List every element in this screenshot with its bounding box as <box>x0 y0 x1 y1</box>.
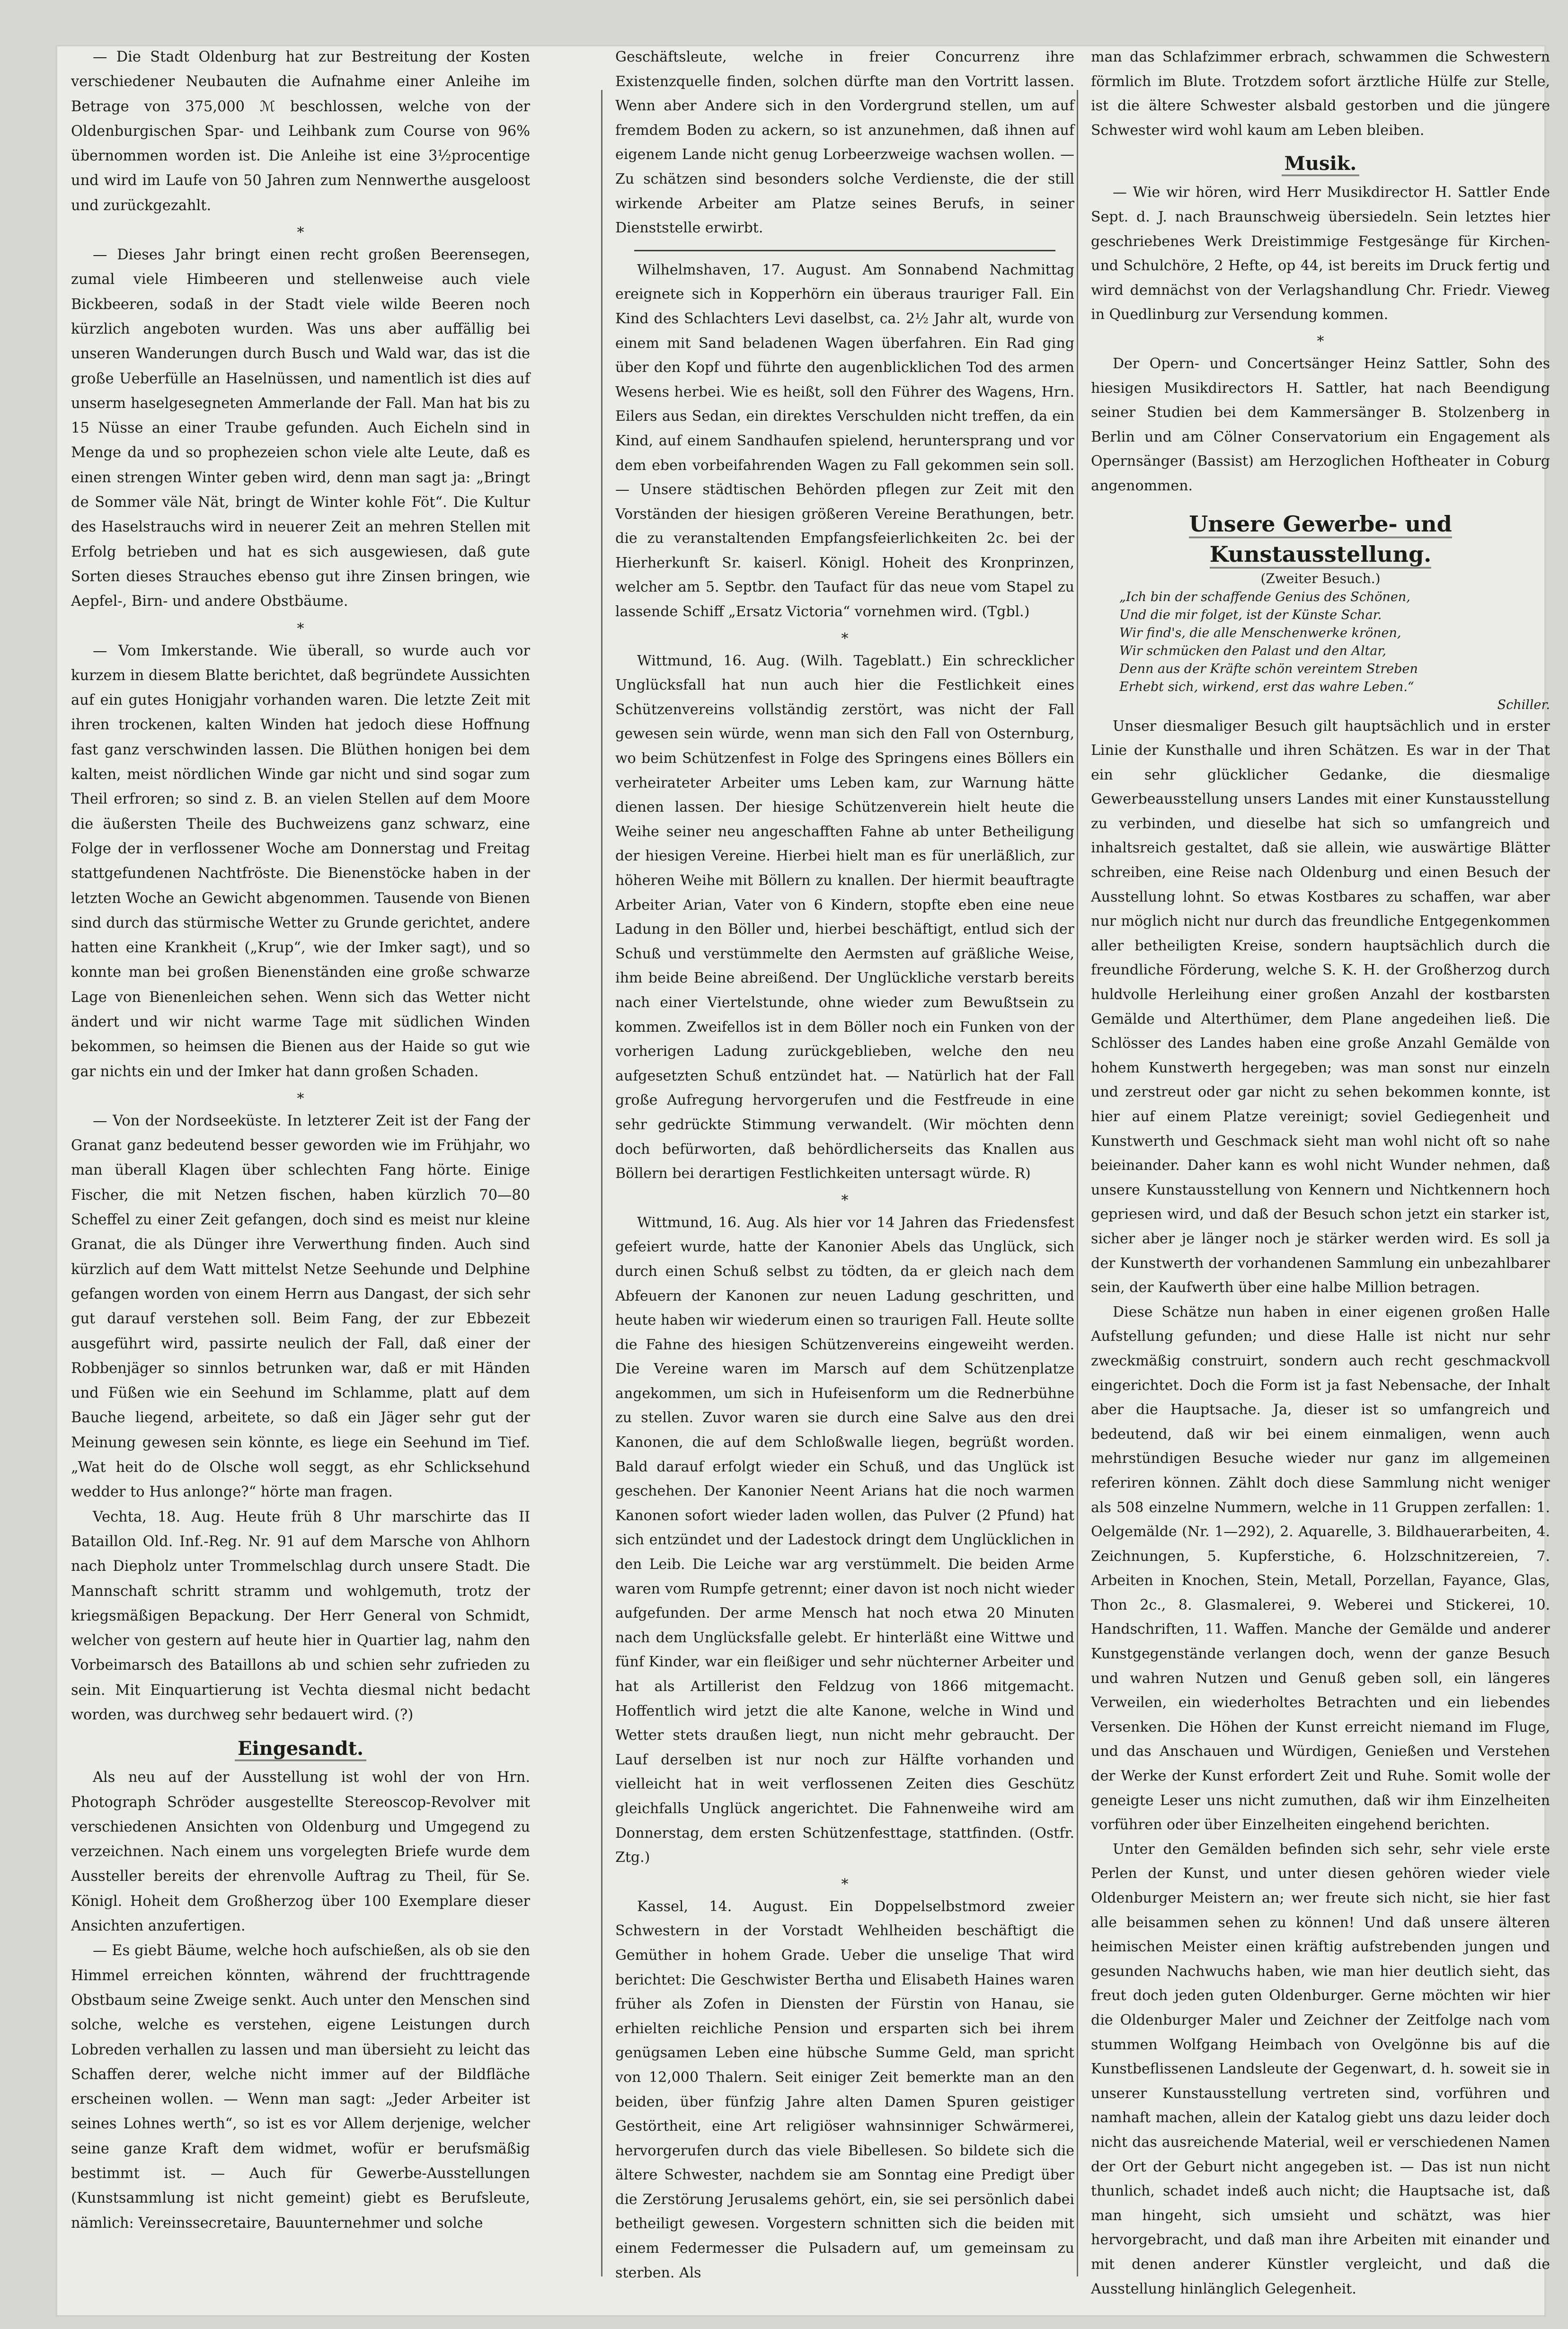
column-rule <box>601 90 602 2276</box>
column-middle <box>615 45 1074 2285</box>
feature-heading-text: Unsere Gewerbe- und Kunstausstellung. <box>1189 511 1452 568</box>
article-paragraph: — Die Stadt Oldenburg hat zur Bestreitung der Kosten verschiedener Neubauten die Aufnahme einer Anleihe im Betrage von 375,000 ℳ beschlossen, welche von der Oldenburgischen Spar- und Leihbank zum Course von 96% übernommen worden ist. Die Anleihe ist eine 3½procentige und wird im Laufe von 50 Jahren zum Nennwerthe ausgeloost und zurückgezahlt. <box>71 49 530 214</box>
article-paragraph: — Von der Nordseeküste. In letzterer Zeit ist der Fang der Granat ganz bedeutend besser geworden wie im Frühjahr, wo man überall Klagen über schlechten Fang hörte. Einige Fischer, die mit Netzen fischen, haben kürzlich 70—80 Scheffel zu einer Zeit gefangen, doch sind es meist nur kleine Granat, die als Dünger ihre Verwerthung finden. Auch sind kürzlich auf dem Watt mittelst Netze Seehunde und Delphine gefangen worden von einem Herrn aus Dangast, der sich sehr gut darauf verstehen soll. Beim Fang, der zur Ebbezeit ausgeführt wird, passirte neulich der Fall, daß einer der Robbenjäger so sinnlos betrunken war, daß er mit Händen und Füßen wie ein Seehund im Schlamme, platt auf dem Bauche liegend, arbeitete, so daß ein Jäger sehr gut der Meinung gewesen sein könnte, es liege ein Seehund im Tief. „Wat heit do de Olsche woll seggt, as ehr Schlicksehund wedder to Hus anlonge?“ hörte man fragen. <box>71 1112 530 1501</box>
asterisk-separator: * <box>841 1192 849 1209</box>
column-rule <box>1077 90 1078 2276</box>
poem-line: Denn aus der Kräfte schön vereintem Streben <box>1119 661 1418 676</box>
poem-line: „Ich bin der schaffende Genius des Schönen, <box>1119 589 1410 604</box>
section-heading-text: Eingesandt. <box>235 1737 366 1761</box>
article-paragraph: Vechta, 18. Aug. Heute früh 8 Uhr marschirte das II Bataillon Old. Inf.-Reg. Nr. 91 auf dem Marsche von Ahlhorn nach Diepholz unter Trommelschlag durch unsere Stadt. Die Mannschaft schritt stramm und wohlgemuth, trotz der kriegsmäßigen Bepackung. Der Herr General von Schmidt, welcher von gestern auf heute hier in Quartier lag, nahm den Vorbeimarsch des Bataillons ab und schien sehr zufrieden zu sein. Mit Einquartierung ist Vechta diesmal nicht bedacht worden, was durchweg sehr bedauert wird. (?) <box>71 1508 530 1723</box>
poem-line: Und die mir folget, ist der Künste Schar. <box>1119 607 1382 622</box>
asterisk-separator: * <box>1317 333 1324 350</box>
feature-subheading: (Zweiter Besuch.) <box>1260 570 1381 586</box>
section-heading-text: Musik. <box>1282 152 1360 176</box>
article-paragraph: Der Opern- und Concertsänger Heinz Sattler, Sohn des hiesigen Musikdirectors H. Sattler, hat nach Beendigung seiner Studien bei dem Kammersänger B. Stolzenberg in Berlin und am Cölner Conservatorium ein Engagement als Opernsänger (Bassist) am Herzoglichen Hoftheater in Coburg angenommen. <box>1091 355 1550 494</box>
article-paragraph: Unter den Gemälden befinden sich sehr, sehr viele erste Perlen der Kunst, und unter diesen gehören wieder viele Oldenburger Meistern an; wer freute sich nicht, sie hier fast alle beisammen sehen zu können! Und daß unsere älteren heimischen Meister einen kräftig aufstrebenden jungen und gesunden Nachwuchs haben, wie man hier deutlich sieht, das freut doch jeden guten Oldenburger. Gerne möchten wir hier die Oldenburger Maler und Zeichner der Zeitfolge nach vom stummen Wolfgang Heimbach von Ovelgönne bis auf die Kunstbeflissenen Landsleute der Gegenwart, d. h. soweit sie in unserer Kunstausstellung vertreten sind, vorführen und namhaft machen, allein der Katalog giebt uns dazu leider doch nicht das ausreichende Material, weil er verschiedenen Namen der Ort der Geburt nicht angegeben ist. — Das ist nun nicht thunlich, schadet indeß auch nicht; die Hauptsache ist, daß man hingeht, sich umsieht und schätzt, was hier hervorgebracht, und daß man ihre Arbeiten mit einander und mit denen anderer Künstler vergleicht, und daß die Ausstellung hinlänglich Gelegenheit. <box>1091 1841 1550 2297</box>
poem-epigraph <box>1091 588 1550 714</box>
section-heading <box>1091 150 1550 177</box>
asterisk-separator: * <box>297 224 304 241</box>
asterisk-separator: * <box>297 1090 304 1107</box>
article-paragraph: — Vom Imkerstande. Wie überall, so wurde auch vor kurzem in diesem Blatte berichtet, daß begründete Aussichten auf ein gutes Honigjahr vorhanden waren. Die letzte Zeit mit ihren trockenen, kalten Winden hat jedoch diese Hoffnung fast ganz verschwinden lassen. Die Blüthen honigen bei dem kalten, meist nördlichen Winde gar nicht und sind sogar zum Theil erfroren; so sind z. B. an vielen Stellen auf dem Moore die äußersten Theile des Buchweizens ganz schwarz, eine Folge der in verflossener Woche am Donnerstag und Freitag stattgefundenen Nachtfröste. Die Bienenstöcke haben in der letzten Woche an Gewicht abgenommen. Tausende von Bienen sind durch das stürmische Wetter zu Grunde gerichtet, andere hatten eine Krankheit („Krup“, wie der Imker sagt), und so konnte man bei großen Bienenständen eine große schwarze Lage von Bienenleichen sehen. Wenn sich das Wetter nicht ändert und wir nicht warme Tage mit südlichen Winden bekommen, so heimsen die Bienen aus der Haide so gut wie gar nichts ein und der Imker hat dann großen Schaden. <box>71 642 530 1080</box>
article-paragraph: — Wie wir hören, wird Herr Musikdirector H. Sattler Ende Sept. d. J. nach Braunschweig übersiedeln. Sein letztes hier geschriebenes Werk Dreistimmige Festgesänge für Kirchen- und Schulchöre, 2 Hefte, op 44, ist bereits im Druck fertig und wird demnächst von der Verlagshandlung Chr. Friedr. Vieweg in Quedlinburg zur Versendung kommen. <box>1091 184 1550 323</box>
article-paragraph: man das Schlafzimmer erbrach, schwammen die Schwestern förmlich im Blute. Trotzdem sofort ärztliche Hülfe zur Stelle, ist die ältere Schwester alsbald gestorben und die jüngere Schwester wird wohl kaum am Leben bleiben. <box>1091 49 1550 139</box>
article-paragraph: Als neu auf der Ausstellung ist wohl der von Hrn. Photograph Schröder ausgestellte Stereoscop-Revolver mit verschiedenen Ansichten von Oldenburg und Umgegend zu verzeichnen. Nach einem uns vorgelegten Briefe wurde dem Aussteller bereits der ehrenvolle Auftrag zu Theil, für Se. Königl. Hoheit dem Großherzog über 100 Exemplare dieser Ansichten anzufertigen. <box>71 1769 530 1935</box>
column-left <box>71 45 530 2236</box>
poem-line: Wir schmücken den Palast und den Altar, <box>1119 643 1386 658</box>
article-paragraph: — Es giebt Bäume, welche hoch aufschießen, als ob sie den Himmel erreichen könnten, während der fruchttragende Obstbaum seine Zweige senkt. Auch unter den Menschen sind solche, welche es verstehen, eigene Leistungen durch Lobreden verhallen zu lassen und man übersieht zu leicht das Schaffen derer, welche nicht immer auf der Bildfläche erscheinen wollen. — Wenn man sagt: „Jeder Arbeiter ist seines Lohnes werth“, so ist es vor Allem derjenige, welcher seine ganze Kraft dem widmet, wofür er berufsmäßig bestimmt ist. — Auch für Gewerbe-Ausstellungen (Kunstsammlung ist nicht gemeint) giebt es Berufsleute, nämlich: Vereinssecretaire, Bauunternehmer und solche <box>71 1942 530 2232</box>
section-heading <box>71 1735 530 1762</box>
article-paragraph: — Dieses Jahr bringt einen recht großen Beerensegen, zumal viele Himbeeren und stellenweise auch viele Bickbeeren, sodaß in der Stadt viele wilde Beeren noch kürzlich angeboten wurden. Was uns aber auffällig bei unseren Wanderungen durch Busch und Wald war, das ist die große Ueberfülle an Haselnüssen, und namentlich ist dies auf unserm haselgesegneten Ammerlande der Fall. Man hat bis zu 15 Nüsse an einer Traube gefunden. Auch Eicheln sind in Menge da und so prophezeien schon viele alte Leute, daß es einen strengen Winter geben wird, denn man sagt ja: „Bringt de Sommer väle Nät, bringt de Winter kohle Föt“. Die Kultur des Haselstrauchs wird in neuerer Zeit an mehren Stellen mit Erfolg betrieben und hat es sich ausgewiesen, daß gute Sorten dieses Strauches ebenso gut ihre Zinsen bringen, wie Aepfel-, Birn- und andere Obstbäume. <box>71 247 530 610</box>
article-paragraph: Wittmund, 16. Aug. (Wilh. Tageblatt.) Ein schrecklicher Unglücksfall hat nun auch hier die Festlichkeit eines Schützenvereins vollständig zerstört, was nicht der Fall gewesen sein würde, wenn man sich den Fall von Osternburg, wo beim Schützenfest in Folge des Springens eines Böllers ein verheirateter Arbeiter ums Leben kam, zur Warnung hätte dienen lassen. Der hiesige Schützenverein hielt heute die Weihe seiner neu angeschafften Fahne ab unter Betheiligung der hiesigen Vereine. Hierbei hielt man es für unerläßlich, zur höheren Weihe mit Böllern zu knallen. Der hiermit beauftragte Arbeiter Arian, Vater von 6 Kindern, stopfte eben eine neue Ladung in den Böller und, hierbei beschäftigt, entlud sich der Schuß und verstümmelte den Aermsten auf gräßliche Weise, ihm beide Beine abreißend. Der Unglückliche verstarb bereits nach einer Viertelstunde, ohne wieder zum Bewußtsein zu kommen. Zweifellos ist in dem Böller noch ein Funken von der vorherigen Ladung zurückgeblieben, welche den neu aufgesetzten Schuß entzündet hat. — Natürlich hat der Fall große Aufregung hervorgerufen und die Festfreude in eine sehr gedrückte Stimmung verwandelt. (Wir möchten denn doch befürworten, daß behördlicherseits das Knallen aus Böllern bei derartigen Festlichkeiten untersagt würde. R) <box>615 652 1074 1182</box>
asterisk-separator: * <box>297 620 304 637</box>
article-paragraph: Wilhelmshaven, 17. August. Am Sonnabend Nachmittag ereignete sich in Kopperhörn ein überaus trauriger Fall. Ein Kind des Schlachters Levi daselbst, ca. 2½ Jahr alt, wurde von einem mit Sand beladenen Wagen überfahren. Ein Rad ging über den Kopf und führte den augenblicklichen Tod des armen Wesens herbei. Wie es heißt, soll den Führer des Wagens, Hrn. Eilers aus Sedan, ein direktes Verschulden nicht treffen, da ein Kind, auf einem Sandhaufen spielend, heruntersprang und vor dem eben vorbeifahrenden Wagen zu Fall gekommen sein soll. — Unsere städtischen Behörden pflegen zur Zeit mit den Vorständen der hiesigen größeren Vereine Berathungen, betr. die zu veranstaltenden Empfangsfeierlichkeiten 2c. bei der Hierherkunft Sr. kaiserl. Königl. Hoheit des Kronprinzen, welcher am 5. Septbr. den Taufact für das neue vom Stapel zu lassende Schiff „Ersatz Victoria“ vornehmen wird. (Tgbl.) <box>615 261 1074 620</box>
article-paragraph: Diese Schätze nun haben in einer eigenen großen Halle Aufstellung gefunden; und diese Halle ist nicht nur sehr zweckmäßig construirt, sondern auch recht geschmackvoll eingerichtet. Doch die Form ist ja fast Nebensache, der Inhalt aber die Hauptsache. Ja, dieser ist so umfangreich und bedeutend, daß wir bei einem einmaligen, wenn auch mehrstündigen Besuche wieder nur ganz im allgemeinen referiren können. Zählt doch diese Sammlung nicht weniger als 508 einzelne Nummern, welche in 11 Gruppen zerfallen: 1. Oelgemälde (Nr. 1—292), 2. Aquarelle, 3. Bildhauerarbeiten, 4. Zeichnungen, 5. Kupferstiche, 6. Holzschnitzereien, 7. Arbeiten in Knochen, Stein, Metall, Porzellan, Fayance, Glas, Thon 2c., 8. Glasmalerei, 9. Weberei und Stickerei, 10. Handschriften, 11. Waffen. Manche der Gemälde und anderer Kunstgegenstände verlangen doch, wenn der ganze Besuch und wahren Nutzen und Genuß geben soll, ein längeres Verweilen, ein wiederholtes Betrachten und ein liebendes Versenken. Die Höhen der Kunst erreicht niemand im Fluge, und das Anschauen und Würdigen, Genießen und Verstehen der Werke der Kunst erfordert Zeit und Ruhe. Somit wolle der geneigte Leser uns nicht zumuthen, daß wir ihm Einzelheiten vorführen oder über Einzelheiten eingehend berichten. <box>1091 1303 1550 1833</box>
article-paragraph: Kassel, 14. August. Ein Doppelselbstmord zweier Schwestern in der Vorstadt Wehlheiden beschäftigt die Gemüther in hohem Grade. Ueber die unselige That wird berichtet: Die Geschwister Bertha und Elisabeth Haines waren früher als Zofen in Diensten der Fürstin von Hanau, sie erhielten reichliche Pension und ersparten sich bei ihrem genügsamen Leben eine hübsche Summe Geld, man spricht von 12,000 Thalern. Seit einiger Zeit bemerkte man an den beiden, über fünfzig Jahre alten Damen Spuren geistiger Gestörtheit, eine Art religiöser wahnsinniger Schwärmerei, hervorgerufen durch das viele Bibellesen. So bildete sich die ältere Schwester, nachdem sie am Sonntag eine Predigt über die Zerstörung Jerusalems gehört, ein, sie sei persönlich dabei betheiligt gewesen. Vorgestern schnitten sich die beiden mit einem Federmesser die Pulsadern auf, um gemeinsam zu sterben. Als <box>615 1898 1074 2281</box>
poem-attribution: Schiller. <box>1497 697 1550 712</box>
column-right <box>1091 45 1550 2301</box>
article-paragraph: Geschäftsleute, welche in freier Concurrenz ihre Existenzquelle finden, solchen dürfte man den Vortritt lassen. Wenn aber Andere sich in den Vordergrund stellen, um auf fremdem Boden zu ackern, so ist anzunehmen, daß ihnen auf eigenem Lande nicht genug Lorbeerzweige wachsen wollen. — Zu schätzen sind besonders solche Verdienste, die der still wirkende Arbeiter am Platze seines Berufs, in seiner Dienststelle erwirbt. <box>615 49 1074 237</box>
poem-line: Erhebt sich, wirkend, erst das wahre Leben.“ <box>1119 679 1414 694</box>
asterisk-separator: * <box>841 1876 849 1893</box>
section-divider <box>634 250 1055 251</box>
feature-heading <box>1091 509 1550 569</box>
poem-line: Wir find's, die alle Menschenwerke krönen, <box>1119 625 1401 640</box>
article-paragraph: Wittmund, 16. Aug. Als hier vor 14 Jahren das Friedensfest gefeiert wurde, hatte der Kanonier Abels das Unglück, sich durch einen Schuß selbst zu tödten, da er gleich nach dem Abfeuern der Kanonen zur neuen Ladung geschritten, und heute haben wir wiederum einen so traurigen Fall. Heute sollte die Fahne des hiesigen Schützenvereins eingeweiht werden. Die Vereine waren im Marsch auf dem Schützenplatze angekommen, um sich in Hufeisenform um die Rednerbühne zu stellen. Zuvor waren sie durch eine Salve aus den drei Kanonen, die auf dem Schloßwalle liegen, begrüßt worden. Bald darauf erfolgt wieder ein Schuß, und das Unglück ist geschehen. Der Kanonier Neent Arians hat die noch warmen Kanonen sofort wieder laden wollen, das Pulver (2 Pfund) hat sich entzündet und der Ladestock dringt dem Unglücklichen in den Leib. Die Leiche war arg verstümmelt. Die beiden Arme waren vom Rumpfe getrennt; einer davon ist noch nicht wieder aufgefunden. Der arme Mensch hat noch etwa 20 Minuten nach dem Unglücksfalle gelebt. Er hinterläßt eine Wittwe und fünf Kinder, war ein fleißiger und sehr nüchterner Arbeiter und hat als Artillerist den Feldzug von 1866 mitgemacht. Hoffentlich wird jetzt die alte Kanone, welche in Wind und Wetter stets draußen liegt, nun nicht mehr gebraucht. Der Lauf derselben ist nur noch zur Hälfte vorhanden und vielleicht hat in weit verflossenen Zeiten dies Geschütz gleichfalls Unglück angerichtet. Die Fahnenweihe wird am Donnerstag, dem ersten Schützenfesttage, stattfinden. (Ostfr. Ztg.) <box>615 1214 1074 1866</box>
article-paragraph: Unser diesmaliger Besuch gilt hauptsächlich und in erster Linie der Kunsthalle und ihren Schätzen. Es war in der That ein sehr glücklicher Gedanke, die diesmalige Gewerbeausstellung unsers Landes mit einer Kunstausstellung zu verbinden, und dieselbe hat sich so umfangreich und inhaltsreich gestaltet, daß sie allein, wie auswärtige Blätter schreiben, eine Reise nach Oldenburg und einen Besuch der Ausstellung lohnt. So etwas Kostbares zu schaffen, war aber nur möglich nicht nur durch das freundliche Entgegenkommen aller betheiligten Kreise, sondern hauptsächlich durch die freundliche Förderung, welche S. K. H. der Großherzog durch huldvolle Herleihung einer großen Anzahl der kostbarsten Gemälde und Alterthümer, dem Plane angedeihen ließ. Die Schlösser des Landes haben eine große Anzahl Gemälde von hohem Kunstwerth hergegeben; was man sonst nur einzeln und zerstreut oder gar nicht zu sehen bekommen konnte, ist hier auf einem Platze vereinigt; soviel Gediegenheit und Kunstwerth und Geschmack sieht man wohl nicht oft so nahe beieinander. Daher kann es wohl nicht Wunder nehmen, daß unsere Kunstausstellung von Kennern und Nichtkennern hoch gepriesen wird, und daß der Besuch schon jetzt ein starker ist, sicher aber je länger noch je stärker werden wird. Es soll ja der Kunstwerth der vorhandenen Sammlung ein unbezahlbarer sein, der Kaufwerth über eine halbe Million betragen. <box>1091 717 1550 1296</box>
asterisk-separator: * <box>841 630 849 647</box>
